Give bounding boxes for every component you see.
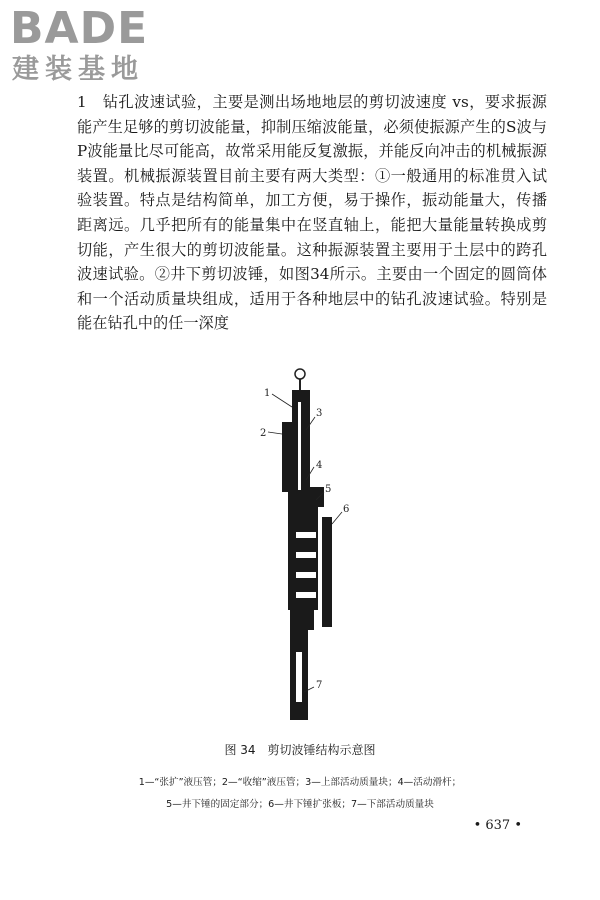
label-3: 3 bbox=[316, 408, 323, 419]
logo-text: BADE bbox=[10, 3, 149, 54]
leader-6 bbox=[332, 512, 342, 524]
leader-1 bbox=[272, 394, 292, 407]
shear-wave-hammer-diagram bbox=[230, 362, 370, 732]
hook-ring bbox=[295, 369, 305, 379]
figure-legend-line-1: 1—“张扩”液压管；2—“收缩”液压管；3—上部活动质量块；4—活动滑杆； bbox=[138, 777, 462, 788]
label-4: 4 bbox=[316, 460, 323, 471]
slot-2 bbox=[296, 552, 316, 558]
lower-slot bbox=[296, 652, 302, 702]
page-number: • 637 • bbox=[473, 818, 522, 833]
slot-1 bbox=[296, 532, 316, 538]
outer-tube-left bbox=[282, 422, 292, 492]
expansion-plate bbox=[322, 517, 332, 627]
slot-4 bbox=[296, 592, 316, 598]
logo-subtitle: 建装基地 bbox=[12, 54, 144, 85]
figure-legend-line-2: 5—井下锤的固定部分；6—井下锤扩张板；7—下部活动质量块 bbox=[166, 799, 434, 810]
lower-body bbox=[290, 610, 314, 630]
figure-caption: 图 34 剪切波锤结构示意图 bbox=[224, 743, 376, 757]
label-1: 1 bbox=[264, 388, 271, 399]
body-paragraph-block bbox=[77, 90, 547, 336]
label-2: 2 bbox=[260, 428, 267, 439]
leader-2 bbox=[268, 432, 282, 434]
label-5: 5 bbox=[325, 484, 332, 495]
body-paragraph: 1 钻孔波速试验，主要是测出场地地层的剪切波速度 vs，要求振源能产生足够的剪切波能量，抑制压缩波能量，必须使振源产生的S波与P波能量比尽可能高，故常采用能反复激振，并能反向冲击的机械振源装置。机械振源装置目前主要有两大类型：①一般通用的标准贯入试验装置。特点是结构简单，加工方便，易于操作，振动能量大，传播距离远。几乎把所有的能量集中在竖直轴上，能把大量能量转换成剪切能，产生很大的剪切波能量。这种振源装置主要用于土层中的跨孔波速试验。②井下剪切波锤，如图34所示。主要由一个固定的圆筒体和一个活动质量块组成，适用于各种地层中的钻孔波速试验。特别是能在钻孔中的任一深度 bbox=[77, 93, 547, 333]
fixed-part bbox=[310, 487, 324, 507]
label-6: 6 bbox=[343, 504, 350, 515]
slot-3 bbox=[296, 572, 316, 578]
label-7: 7 bbox=[316, 680, 323, 691]
